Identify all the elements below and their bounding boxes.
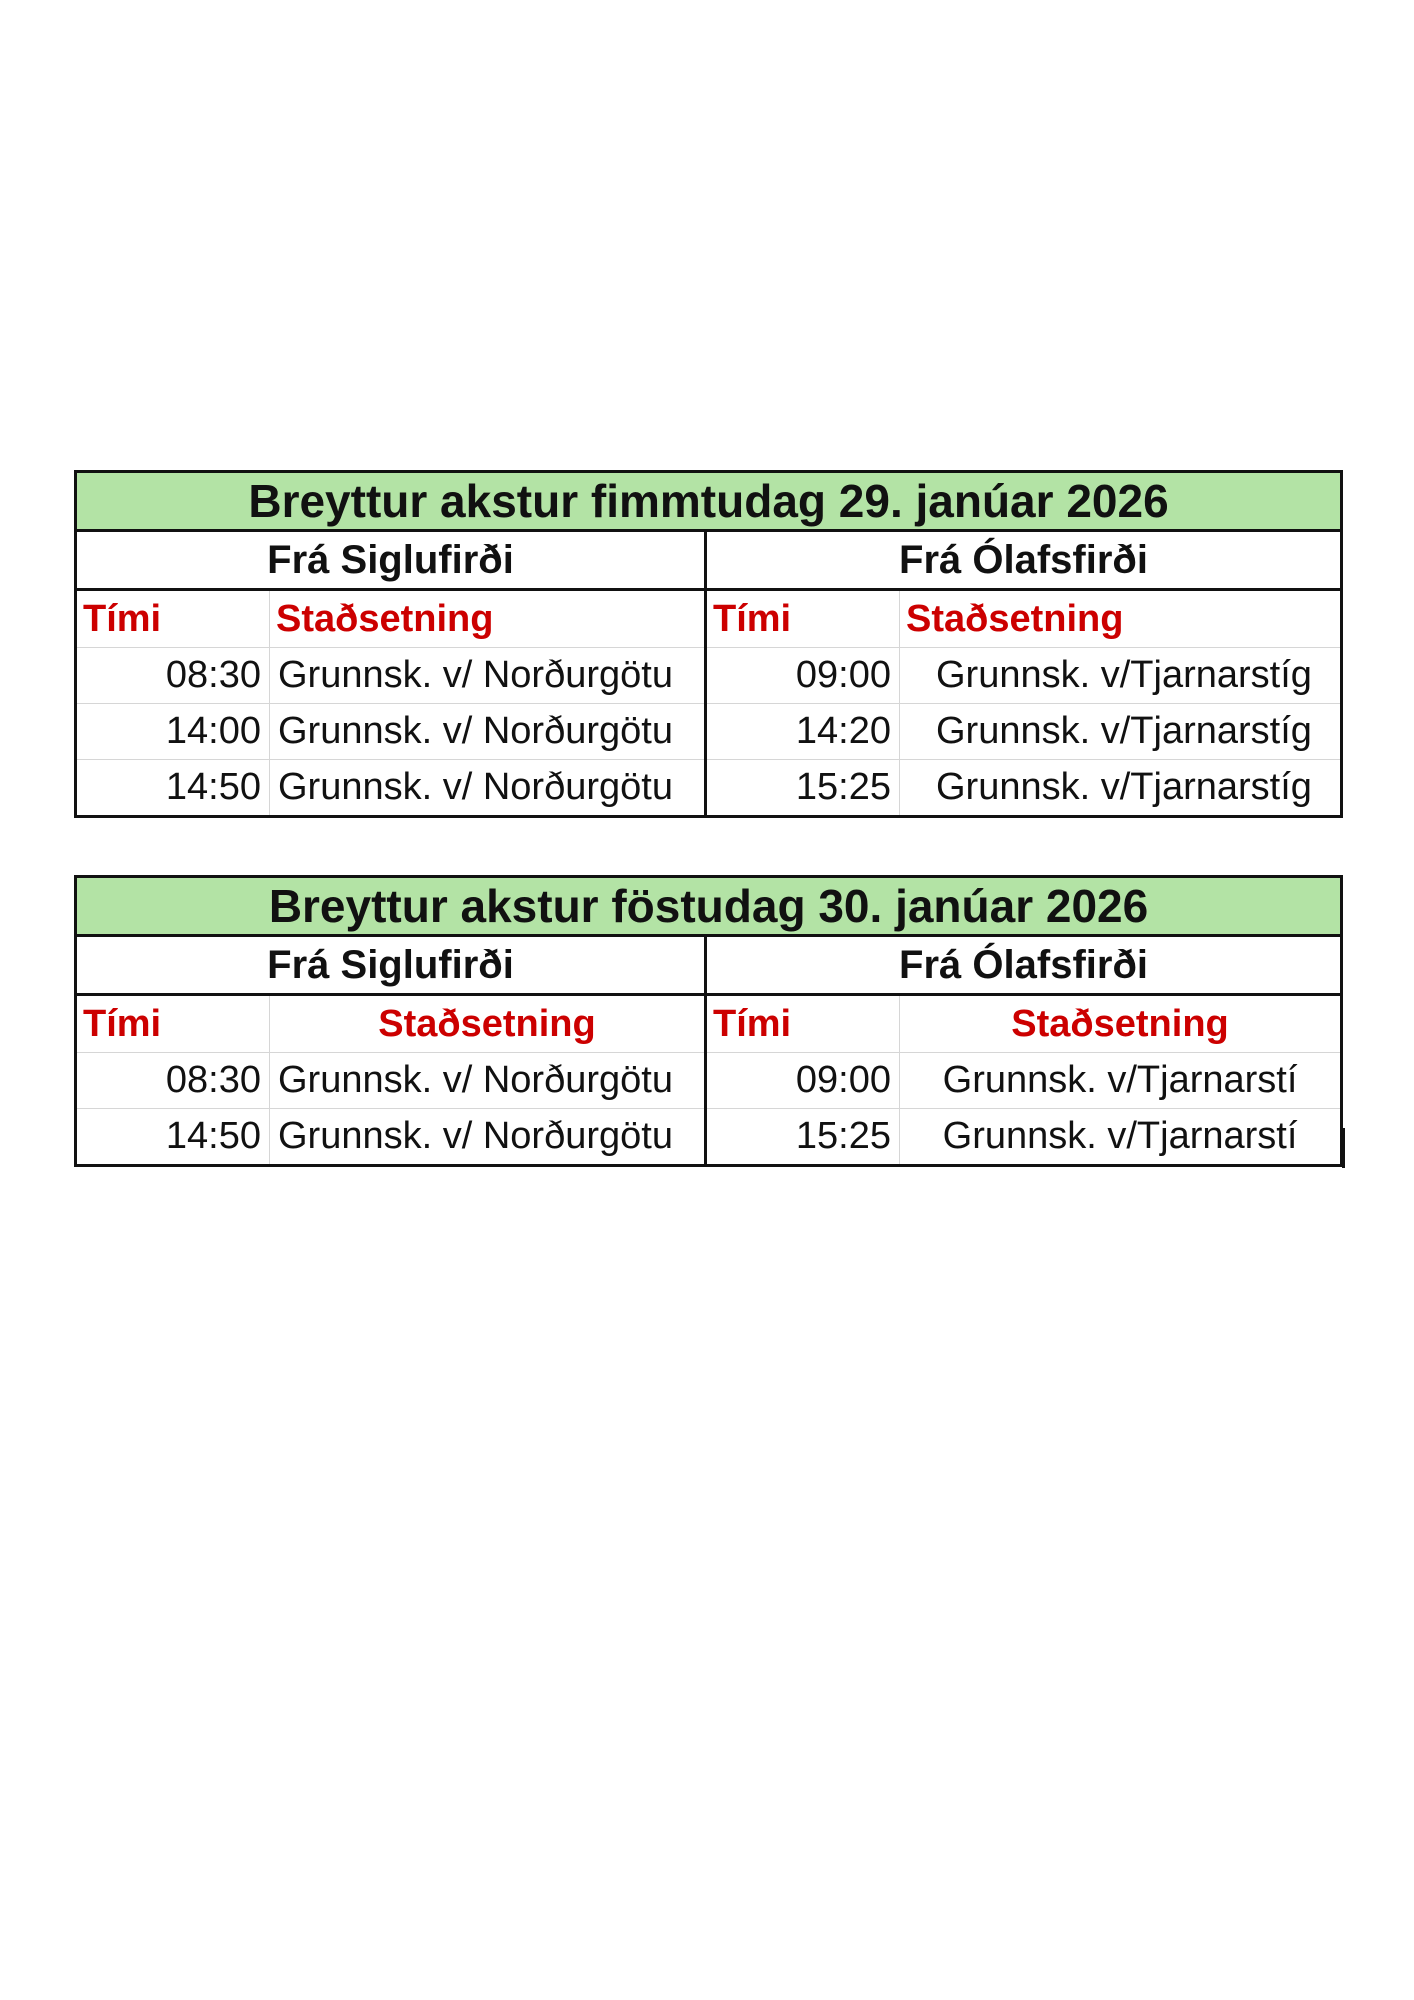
- departure-time: 15:25: [706, 760, 900, 817]
- table-row: [76, 648, 1342, 704]
- column-header-location: Staðsetning: [900, 590, 1342, 648]
- text-cursor: [1342, 1128, 1345, 1168]
- side-header-siglufjordur: Frá Siglufirði: [76, 936, 706, 995]
- departure-location: Grunnsk. v/ Norðurgötu: [270, 704, 706, 760]
- table-title: Breyttur akstur föstudag 30. janúar 2026: [76, 877, 1342, 936]
- table-row: [76, 704, 1342, 760]
- column-header-location: Staðsetning: [900, 995, 1342, 1053]
- departure-time: 08:30: [76, 648, 270, 704]
- departure-location: Grunnsk. v/Tjarnarstí: [900, 1109, 1342, 1166]
- departure-time: 09:00: [706, 1053, 900, 1109]
- departure-time: 14:00: [76, 704, 270, 760]
- departure-time: 15:25: [706, 1109, 900, 1166]
- schedule-table-thursday: [74, 470, 1343, 818]
- departure-time: 14:50: [76, 760, 270, 817]
- table-row: [76, 1053, 1342, 1109]
- departure-location: Grunnsk. v/Tjarnarstíg: [900, 704, 1342, 760]
- departure-time: 14:20: [706, 704, 900, 760]
- column-header-time: Tími: [706, 995, 900, 1053]
- column-header-location: Staðsetning: [270, 590, 706, 648]
- departure-location: Grunnsk. v/ Norðurgötu: [270, 648, 706, 704]
- schedule-table-friday: [74, 875, 1343, 1167]
- table-row: [76, 1109, 1342, 1166]
- column-header-time: Tími: [76, 590, 270, 648]
- side-header-siglufjordur: Frá Siglufirði: [76, 531, 706, 590]
- table-title: Breyttur akstur fimmtudag 29. janúar 2026: [76, 472, 1342, 531]
- column-header-time: Tími: [706, 590, 900, 648]
- departure-location: Grunnsk. v/Tjarnarstí: [900, 1053, 1342, 1109]
- side-header-olafsfjordur: Frá Ólafsfirði: [706, 936, 1342, 995]
- departure-time: 09:00: [706, 648, 900, 704]
- table-row: [76, 760, 1342, 817]
- departure-location: Grunnsk. v/ Norðurgötu: [270, 1053, 706, 1109]
- departure-time: 14:50: [76, 1109, 270, 1166]
- column-header-time: Tími: [76, 995, 270, 1053]
- departure-location: Grunnsk. v/Tjarnarstíg: [900, 648, 1342, 704]
- departure-location: Grunnsk. v/ Norðurgötu: [270, 760, 706, 817]
- departure-time: 08:30: [76, 1053, 270, 1109]
- column-header-location: Staðsetning: [270, 995, 706, 1053]
- departure-location: Grunnsk. v/ Norðurgötu: [270, 1109, 706, 1166]
- side-header-olafsfjordur: Frá Ólafsfirði: [706, 531, 1342, 590]
- departure-location: Grunnsk. v/Tjarnarstíg: [900, 760, 1342, 817]
